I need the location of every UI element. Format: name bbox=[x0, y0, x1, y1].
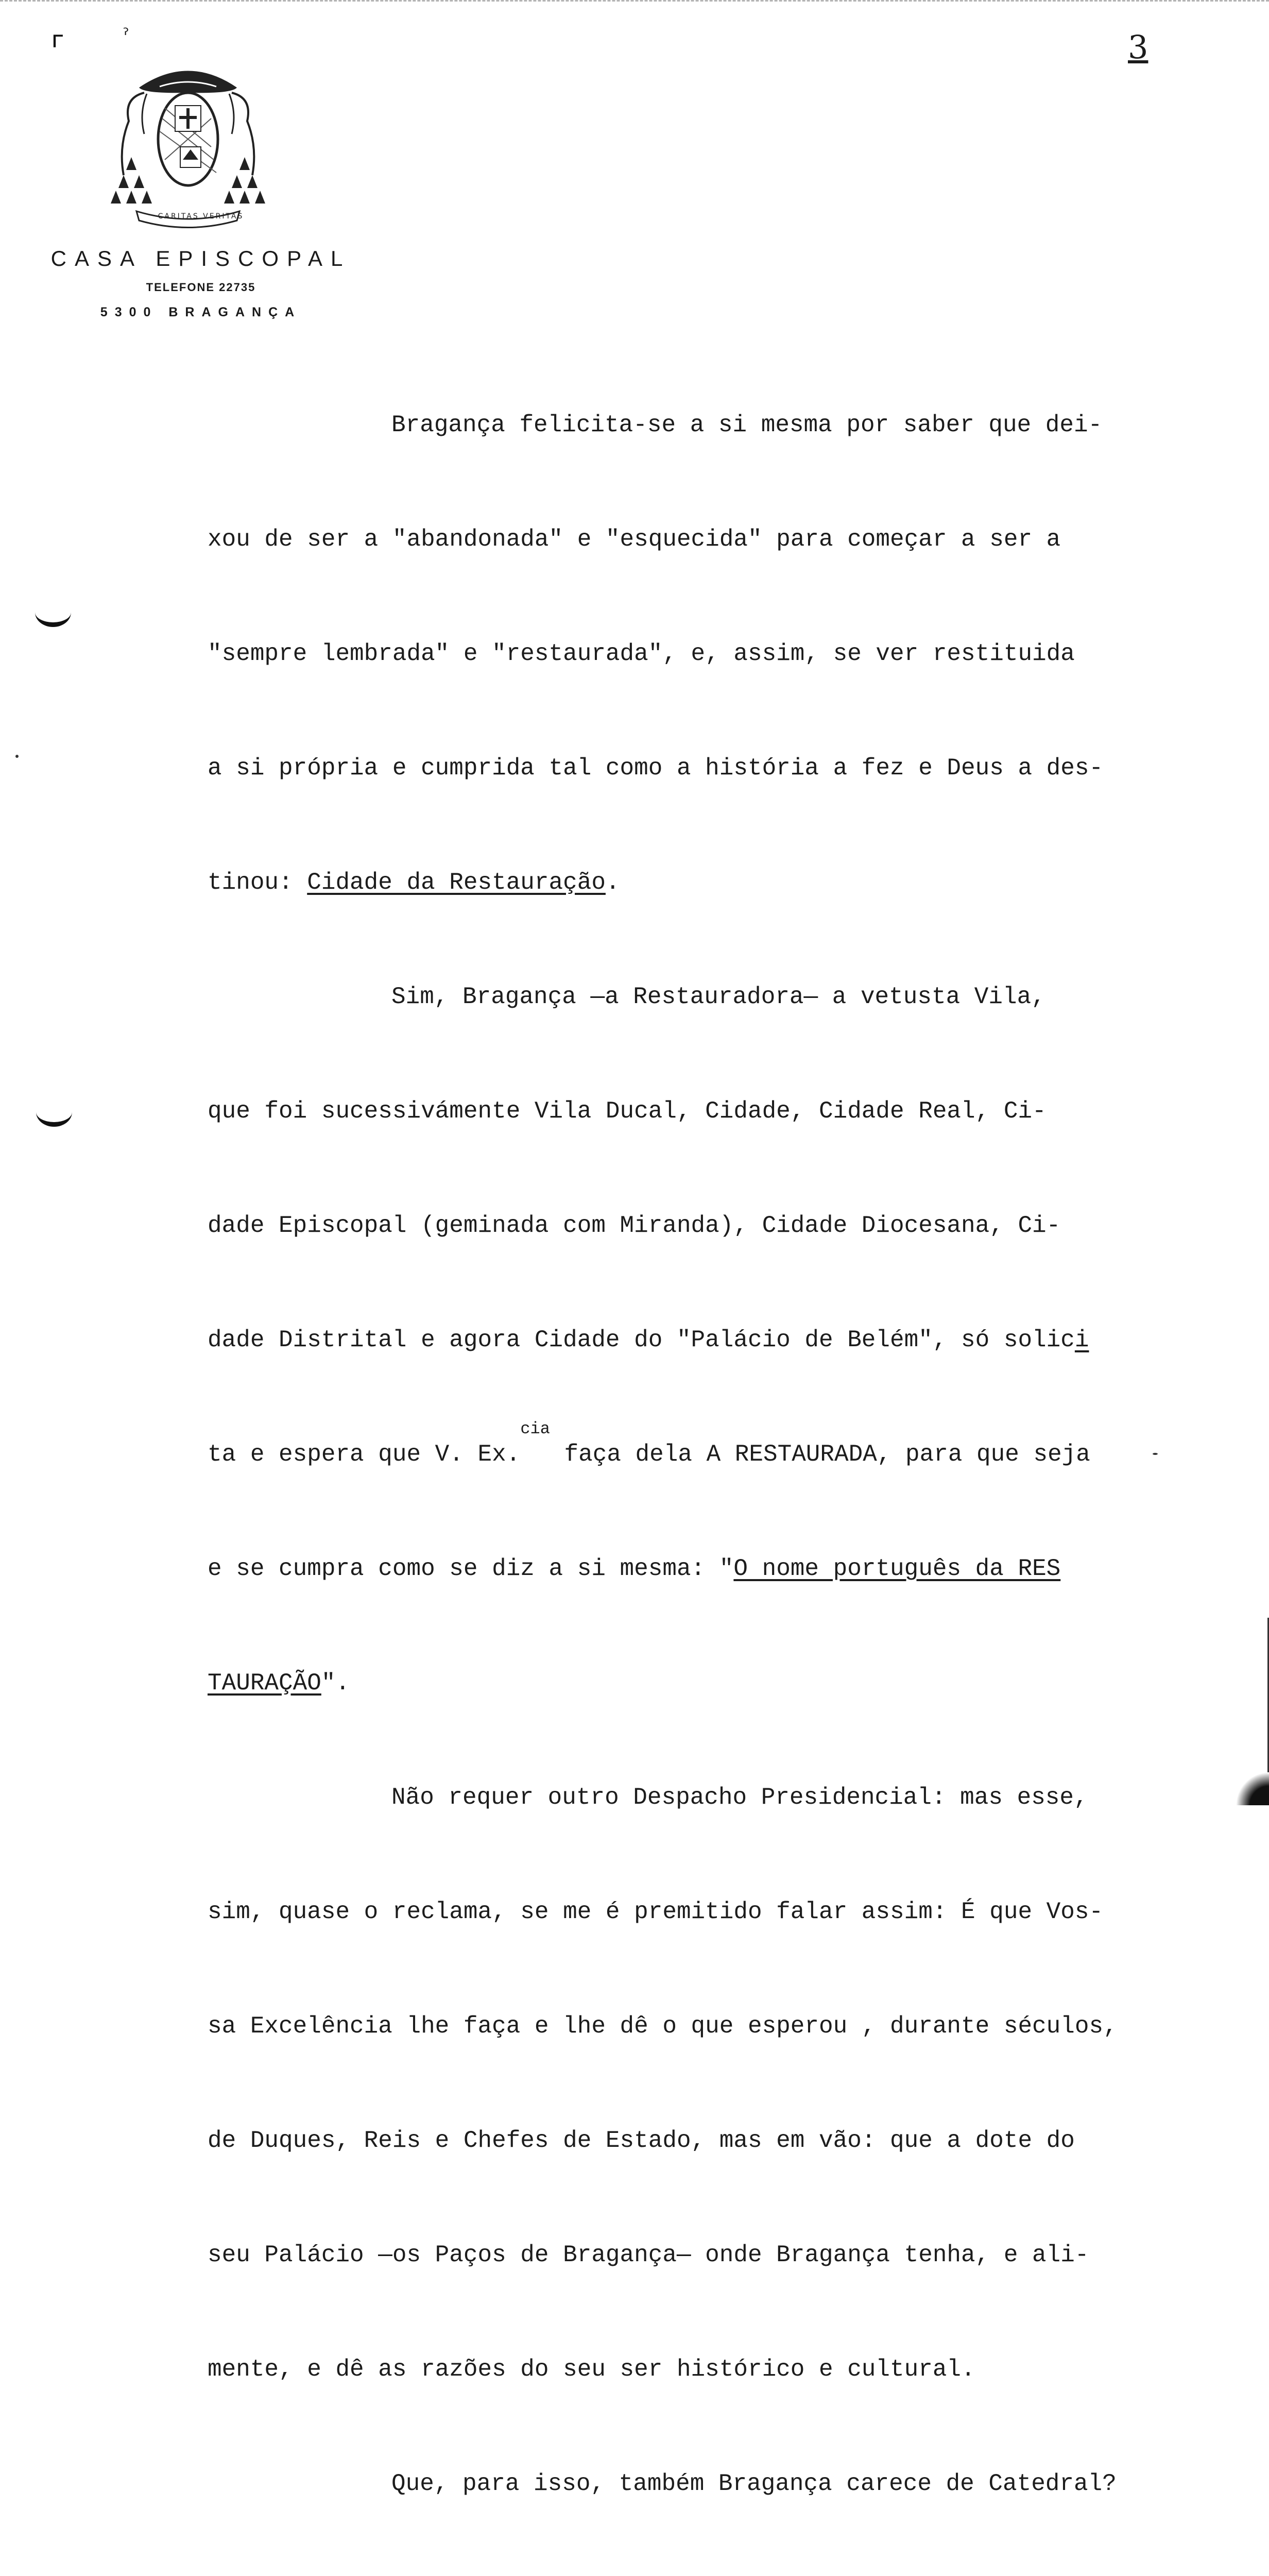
body-line: seu Palácio —os Paços de Bragança— onde Bragança tenha, e ali- bbox=[208, 2242, 1089, 2268]
body-line: Não requer outro Despacho Presidencial: mas esse, bbox=[391, 1784, 1088, 1811]
body-line: de Duques, Reis e Chefes de Estado, mas em vão: que a dote do bbox=[208, 2127, 1075, 2154]
letter-body bbox=[208, 330, 1217, 2576]
body-line: mente, e dê as razões do seu ser histórico e cultural. bbox=[208, 2356, 975, 2383]
body-line: TAURAÇÃO". bbox=[208, 1670, 350, 1697]
page-top-edge bbox=[0, 0, 1269, 4]
punch-hole-mark bbox=[35, 598, 71, 627]
stray-dot bbox=[15, 755, 19, 758]
body-line: xou de ser a "abandonada" e "esquecida" para começar a ser a bbox=[208, 526, 1061, 553]
body-line: ta e espera que V. Ex.$^{cia}$ faça dela A RESTAURADA, para que seja bbox=[208, 1419, 1090, 1468]
body-line: e se cumpra como se diz a si mesma: "O nome português da RES bbox=[208, 1555, 1061, 1582]
body-line: sim, quase o reclama, se me é premitido falar assim: É que Vos- bbox=[208, 1899, 1104, 1925]
punch-hole-mark bbox=[36, 1097, 72, 1127]
motto-ribbon bbox=[142, 209, 260, 222]
body-line: que foi sucessivámente Vila Ducal, Cidade, Cidade Real, Ci- bbox=[208, 1098, 1047, 1125]
page-number: 3 bbox=[1128, 28, 1148, 66]
svg-text:CARITAS VERITAS: CARITAS VERITAS bbox=[158, 212, 244, 221]
body-line: tinou: Cidade da Restauração. bbox=[208, 869, 620, 896]
corner-mark: ᴦ bbox=[52, 27, 65, 53]
body-line: sa Excelência lhe faça e lhe dê o que esperou , durante séculos, bbox=[208, 2013, 1118, 2040]
episcopal-coat-of-arms bbox=[108, 57, 268, 232]
body-line: "sempre lembrada" e "restaurada", e, assim, se ver restituida bbox=[208, 640, 1075, 667]
body-line: dade Episcopal (geminada com Miranda), Cidade Diocesana, Ci- bbox=[208, 1212, 1061, 1239]
body-line: dade Distrital e agora Cidade do "Palácio de Belém", só solici bbox=[208, 1327, 1089, 1353]
letterhead-organization: CASA EPISCOPAL bbox=[50, 246, 351, 270]
body-line: Que, para isso, também Bragança carece de Catedral? bbox=[391, 2470, 1117, 2497]
corner-smudge bbox=[1233, 1764, 1269, 1805]
corner-mark: ˀ bbox=[123, 25, 129, 45]
body-line: Bragança felicita-se a si mesma por saber que dei- bbox=[391, 412, 1103, 438]
body-line: a si própria e cumprida tal como a história a fez e Deus a des- bbox=[208, 755, 1104, 782]
letterhead-address: 5300 BRAGANÇA bbox=[100, 305, 302, 319]
letterhead-phone: TELEFONE 22735 bbox=[146, 281, 256, 294]
body-line: Sim, Bragança —a Restauradora— a vetusta Vila, bbox=[391, 984, 1045, 1010]
